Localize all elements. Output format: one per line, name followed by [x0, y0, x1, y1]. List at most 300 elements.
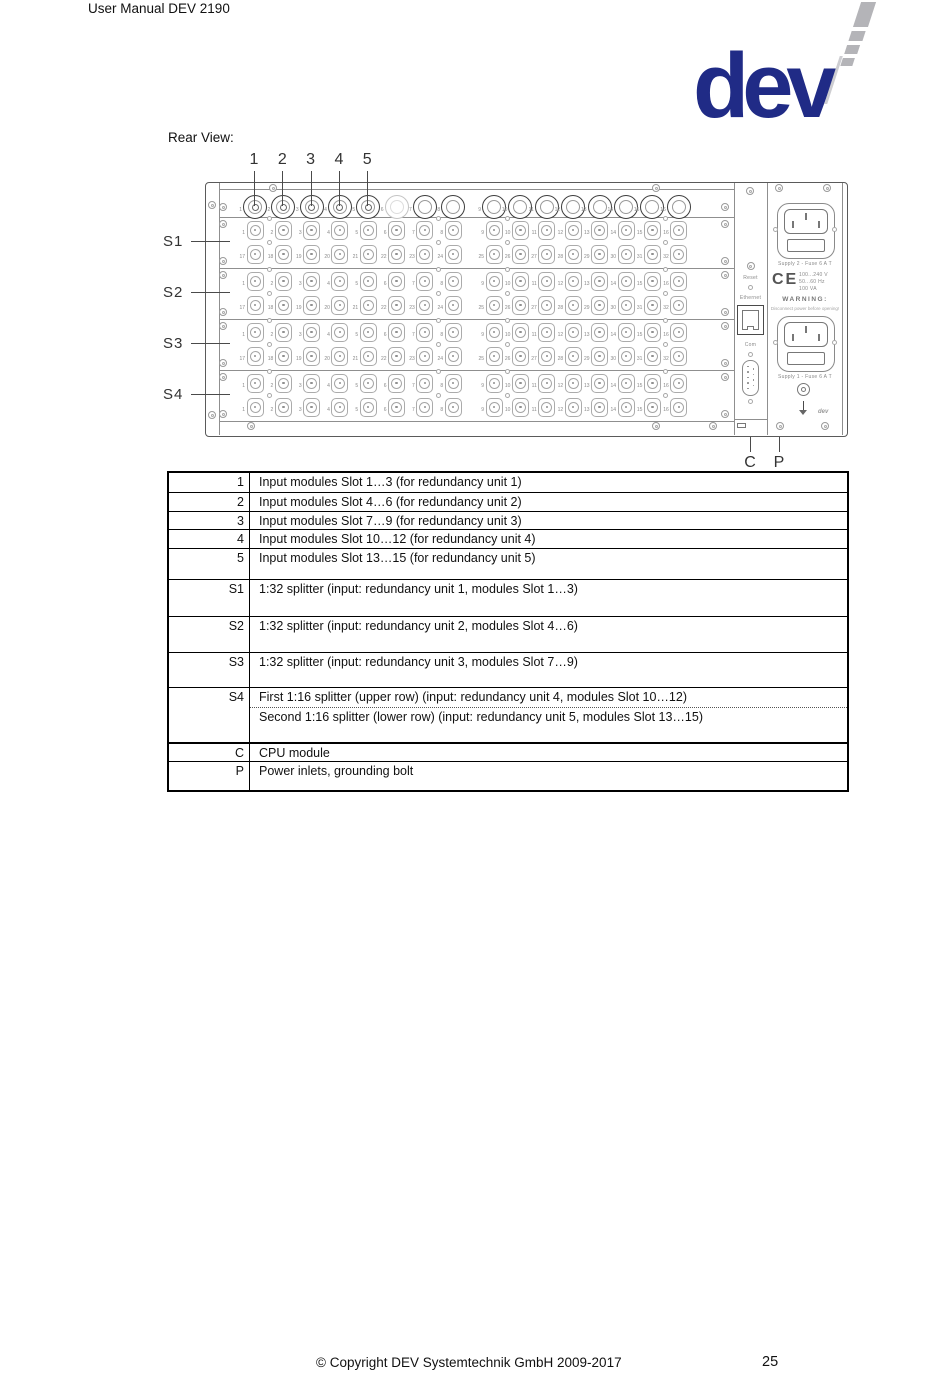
splitter-connector: [303, 398, 320, 417]
screw-icon: [505, 216, 510, 221]
splitter-connector-number: 2: [270, 332, 274, 338]
splitter-connector-ring: [391, 351, 402, 362]
splitter-connector-ring: [278, 402, 289, 413]
splitter-connector-number: 12: [557, 281, 564, 287]
splitter-connector: [591, 245, 608, 264]
supply1-inlet-fuse-drawer: [787, 352, 825, 365]
splitter-connector-number: 4: [327, 230, 330, 236]
page-footer: [0, 1355, 950, 1377]
input-connector: [328, 195, 352, 219]
splitter-connector-number: 15: [636, 281, 643, 287]
splitter-connector: [644, 323, 661, 342]
screw-icon: [436, 369, 441, 374]
screw-icon: [219, 322, 227, 330]
splitter-connector-number: 24: [437, 356, 444, 362]
splitter-connector-ring: [334, 225, 345, 236]
splitter-connector-ring: [391, 249, 402, 260]
splitter-connector-number: 4: [327, 281, 330, 287]
supply2-inlet: [777, 203, 835, 259]
splitter-connector-number: 5: [355, 407, 359, 413]
screw-icon: [436, 342, 441, 347]
table-key: 2: [169, 493, 250, 511]
splitter-connector-ring: [250, 378, 261, 389]
input-connector: [385, 195, 409, 219]
splitter-connector: [618, 272, 635, 291]
callout-leader-line: [750, 437, 751, 452]
splitter-connector-number: 12: [557, 383, 564, 389]
splitter-connector-ring: [419, 300, 430, 311]
splitter-connector-ring: [419, 351, 430, 362]
splitter-connector-number: 23: [409, 305, 415, 311]
splitter-connector: [538, 296, 555, 315]
splitter-connector: [445, 296, 462, 315]
input-connector-ring: [672, 200, 686, 214]
splitter-connector-number: 10: [504, 407, 511, 413]
splitter-connector: [538, 245, 555, 264]
splitter-connector-number: 15: [636, 230, 643, 236]
screw-icon: [436, 291, 441, 296]
screw-icon: [776, 422, 784, 430]
splitter-connector-number: 23: [409, 356, 415, 362]
screw-icon: [721, 257, 729, 265]
splitter-connector-number: 1: [242, 332, 245, 338]
splitter-connector-number: 15: [636, 383, 643, 389]
screw-icon: [721, 373, 729, 381]
splitter-connector: [565, 272, 582, 291]
callout-label-P: P: [773, 454, 785, 471]
splitter-connector: [388, 398, 405, 417]
splitter-connector-number: 6: [383, 332, 387, 338]
splitter-connector: [247, 296, 264, 315]
screw-icon: [219, 308, 227, 316]
table-value-cell: [250, 762, 847, 790]
splitter-connector-number: 20: [324, 254, 330, 260]
splitter-connector-number: 7: [412, 332, 415, 338]
table-value-line: Power inlets, grounding bolt: [259, 764, 414, 778]
splitter-connector-number: 8: [440, 281, 444, 287]
splitter-connector: [644, 374, 661, 393]
screw-icon: [247, 422, 255, 430]
mini-dev-logo: dev: [818, 409, 829, 415]
splitter-label-S1: S1: [163, 233, 184, 250]
cpu-handle: [737, 423, 746, 428]
input-connector-number: 5: [352, 207, 356, 213]
screw-icon: [832, 227, 837, 232]
com-port-pin: [747, 366, 749, 368]
splitter-connector-number: 7: [412, 281, 415, 287]
splitter-connector: [331, 245, 348, 264]
reset-label: Reset: [743, 275, 758, 281]
splitter-connector-number: 9: [481, 230, 484, 236]
splitter-connector: [416, 374, 433, 393]
splitter-connector-number: 22: [380, 254, 387, 260]
screw-icon: [267, 369, 272, 374]
splitter-connector-number: 21: [352, 254, 359, 260]
splitter-connector: [670, 296, 687, 315]
splitter-connector: [591, 374, 608, 393]
splitter-connector-number: 10: [504, 281, 511, 287]
warning-title: WARNING:: [782, 296, 828, 303]
splitter-connector-number: 10: [504, 332, 511, 338]
splitter-connector-number: 15: [636, 407, 643, 413]
splitter-connector-number: 14: [610, 332, 616, 338]
splitter-label-S2: S2: [163, 284, 184, 301]
splitter-connector-number: 9: [481, 281, 484, 287]
table-value-cell: [250, 688, 847, 742]
screw-icon: [267, 342, 272, 347]
splitter-connector-number: 9: [481, 332, 484, 338]
splitter-connector-ring: [334, 402, 345, 413]
splitter-connector-ring: [363, 378, 374, 389]
table-value-line: 1:32 splitter (input: redundancy unit 1, modules Slot 1…3): [259, 581, 578, 596]
splitter-connector-number: 11: [531, 230, 537, 236]
screw-icon: [663, 318, 668, 323]
splitter-connector: [618, 323, 635, 342]
splitter-connector-ring: [391, 402, 402, 413]
screw-icon: [721, 220, 729, 228]
footer-copyright: © Copyright DEV Systemtechnik GmbH 2009-2017: [316, 1355, 622, 1370]
panel-rail-line: [219, 370, 734, 371]
panel-rail-line: [219, 268, 734, 269]
splitter-connector: [591, 221, 608, 240]
splitter-connector-ring: [278, 276, 289, 287]
splitter-connector-number: 1: [242, 281, 245, 287]
splitter-connector-ring: [419, 378, 430, 389]
splitter-connector-ring: [673, 249, 684, 260]
splitter-connector-number: 28: [557, 305, 564, 311]
splitter-connector: [247, 221, 264, 240]
splitter-connector-number: 3: [298, 383, 302, 389]
rear-view-label: Rear View:: [168, 130, 234, 145]
splitter-connector: [303, 296, 320, 315]
screw-icon: [505, 393, 510, 398]
splitter-connector: [388, 296, 405, 315]
power-rating: 100...240 V: [799, 272, 828, 278]
splitter-connector-ring: [250, 225, 261, 236]
splitter-connector-number: 19: [296, 254, 302, 260]
callout-label-4: 4: [334, 151, 344, 168]
screw-icon: [823, 184, 831, 192]
splitter-leader-line: [191, 241, 230, 242]
screw-icon: [505, 318, 510, 323]
table-key: C: [169, 744, 250, 762]
screw-icon: [436, 393, 441, 398]
input-connector: [356, 195, 380, 219]
input-connector: [667, 195, 691, 219]
screw-icon: [709, 422, 717, 430]
splitter-connector: [512, 398, 529, 417]
table-value-cell: [250, 653, 847, 687]
splitter-connector: [416, 323, 433, 342]
splitter-connector: [275, 323, 292, 342]
splitter-connector: [618, 221, 635, 240]
splitter-connector-ring: [363, 327, 374, 338]
table-value-cell: [250, 512, 847, 530]
splitter-connector-ring: [306, 300, 317, 311]
splitter-connector-number: 26: [504, 305, 511, 311]
logo-slash-icon: [848, 31, 865, 41]
splitter-connector-number: 3: [298, 281, 302, 287]
splitter-connector: [247, 398, 264, 417]
splitter-connector-number: 10: [504, 230, 511, 236]
ethernet-label: Ethernet: [739, 295, 762, 301]
splitter-connector-ring: [250, 351, 261, 362]
table-value-cell: [250, 530, 847, 548]
input-connector: [413, 195, 437, 219]
splitter-connector-number: 17: [239, 305, 245, 311]
splitter-leader-line: [191, 292, 230, 293]
input-connector-number: 8: [437, 207, 441, 213]
splitter-connector-number: 13: [584, 230, 590, 236]
splitter-leader-line: [191, 343, 230, 344]
table-row: [169, 616, 847, 652]
splitter-connector: [445, 245, 462, 264]
splitter-connector-number: 31: [636, 356, 643, 362]
splitter-connector-number: 21: [352, 356, 359, 362]
splitter-connector-number: 8: [440, 407, 444, 413]
table-key: S1: [169, 580, 250, 616]
splitter-connector-number: 8: [440, 332, 444, 338]
splitter-connector-number: 15: [636, 332, 643, 338]
screw-icon: [436, 216, 441, 221]
input-connector-number: 2: [267, 207, 271, 213]
splitter-connector: [486, 221, 503, 240]
supply1-inlet-label: Supply 1 - Fuse 6 A T: [777, 374, 832, 380]
splitter-connector: [670, 323, 687, 342]
splitter-connector-ring: [334, 276, 345, 287]
splitter-connector-ring: [673, 225, 684, 236]
screw-icon: [436, 267, 441, 272]
splitter-connector-ring: [250, 300, 261, 311]
splitter-connector: [416, 398, 433, 417]
screw-icon: [663, 393, 668, 398]
splitter-connector-ring: [334, 300, 345, 311]
splitter-connector: [303, 347, 320, 366]
table-key: P: [169, 762, 250, 790]
table-value-line: 1:32 splitter (input: redundancy unit 2, modules Slot 4…6): [259, 618, 578, 633]
splitter-connector: [247, 374, 264, 393]
warning-text: Disconnect power before opening!: [770, 306, 840, 311]
splitter-connector: [591, 296, 608, 315]
splitter-connector: [360, 272, 377, 291]
socket-pin: [818, 221, 820, 228]
splitter-connector-number: 5: [355, 332, 359, 338]
splitter-connector: [360, 347, 377, 366]
splitter-connector-number: 25: [478, 254, 484, 260]
splitter-connector-number: 14: [610, 281, 616, 287]
screw-icon: [505, 291, 510, 296]
splitter-connector: [512, 245, 529, 264]
splitter-connector: [591, 272, 608, 291]
input-connector-number: 12: [554, 207, 561, 213]
screw-icon: [773, 227, 778, 232]
splitter-connector: [512, 296, 529, 315]
splitter-connector-number: 4: [327, 332, 330, 338]
input-connector: [441, 195, 465, 219]
splitter-connector-number: 9: [481, 407, 484, 413]
screw-icon: [505, 240, 510, 245]
splitter-connector-number: 12: [557, 230, 564, 236]
splitter-connector-number: 20: [324, 356, 330, 362]
splitter-connector: [331, 221, 348, 240]
callout-label-C: C: [744, 454, 756, 471]
splitter-connector-number: 12: [557, 407, 564, 413]
splitter-connector: [512, 221, 529, 240]
splitter-connector: [247, 272, 264, 291]
splitter-connector-number: 5: [355, 281, 359, 287]
splitter-connector: [618, 374, 635, 393]
splitter-connector-number: 7: [412, 383, 415, 389]
splitter-connector: [445, 347, 462, 366]
splitter-connector-ring: [448, 276, 459, 287]
splitter-connector-number: 30: [610, 305, 616, 311]
splitter-connector: [538, 323, 555, 342]
splitter-connector: [670, 245, 687, 264]
screw-icon: [267, 216, 272, 221]
splitter-connector: [445, 221, 462, 240]
splitter-connector-number: 20: [324, 305, 330, 311]
screw-icon: [663, 342, 668, 347]
splitter-connector: [644, 347, 661, 366]
splitter-connector: [360, 245, 377, 264]
rear-panel-diagram: [163, 147, 867, 479]
screw-icon: [832, 340, 837, 345]
splitter-connector: [644, 245, 661, 264]
splitter-connector-number: 1: [242, 230, 245, 236]
splitter-connector-number: 3: [298, 332, 302, 338]
splitter-connector-number: 25: [478, 356, 484, 362]
splitter-connector-number: 31: [636, 305, 643, 311]
splitter-connector-number: 8: [440, 383, 444, 389]
splitter-connector-number: 27: [531, 305, 537, 311]
input-connector-ring: [446, 200, 460, 214]
callout-leader-line: [779, 437, 780, 452]
splitter-connector-number: 16: [663, 230, 669, 236]
splitter-connector-number: 28: [557, 254, 564, 260]
splitter-connector-number: 29: [584, 254, 590, 260]
table-key: 4: [169, 530, 250, 548]
splitter-connector-number: 11: [531, 407, 537, 413]
callout-leader-line: [282, 171, 283, 206]
splitter-connector-ring: [419, 225, 430, 236]
callout-leader-line: [311, 171, 312, 206]
screw-icon: [721, 271, 729, 279]
splitter-connector: [303, 323, 320, 342]
splitter-connector-ring: [250, 327, 261, 338]
splitter-connector: [565, 296, 582, 315]
splitter-connector-ring: [306, 249, 317, 260]
screw-icon: [219, 220, 227, 228]
screw-icon: [505, 369, 510, 374]
splitter-connector-number: 6: [383, 230, 387, 236]
splitter-connector: [538, 272, 555, 291]
table-row: [169, 761, 847, 790]
supply2-inlet-fuse-drawer: [787, 239, 825, 252]
splitter-connector-number: 32: [663, 356, 669, 362]
splitter-connector-number: 12: [557, 332, 564, 338]
splitter-connector: [591, 347, 608, 366]
splitter-connector: [618, 296, 635, 315]
input-connector-number: 4: [324, 207, 327, 213]
screw-icon: [208, 411, 216, 419]
splitter-connector: [360, 221, 377, 240]
splitter-connector-ring: [391, 276, 402, 287]
splitter-connector: [303, 245, 320, 264]
screw-icon: [219, 257, 227, 265]
splitter-connector: [247, 245, 264, 264]
table-value-line: Input modules Slot 4…6 (for redundancy unit 2): [259, 495, 522, 509]
dev-logo: [693, 0, 903, 137]
splitter-connector: [538, 398, 555, 417]
input-connector: [271, 195, 295, 219]
splitter-connector: [331, 323, 348, 342]
input-connector-number: 7: [409, 207, 412, 213]
callout-leader-line: [367, 171, 368, 206]
ethernet-port-inner: [742, 310, 759, 330]
callout-leader-line: [339, 171, 340, 206]
splitter-connector-number: 31: [636, 254, 643, 260]
screw-icon: [269, 184, 277, 192]
table-key: S2: [169, 617, 250, 652]
splitter-connector-number: 2: [270, 281, 274, 287]
rear-panel: [205, 182, 848, 437]
splitter-connector-number: 13: [584, 332, 590, 338]
com-port: [742, 360, 759, 396]
splitter-connector-number: 3: [298, 407, 302, 413]
splitter-connector: [275, 221, 292, 240]
splitter-connector-number: 17: [239, 356, 245, 362]
splitter-connector-ring: [306, 402, 317, 413]
com-label: Com: [744, 342, 757, 348]
input-connector-number: 3: [295, 207, 299, 213]
splitter-connector-number: 17: [239, 254, 245, 260]
com-port-pin: [747, 377, 749, 379]
splitter-connector-ring: [448, 300, 459, 311]
splitter-connector-number: 13: [584, 383, 590, 389]
splitter-connector-ring: [363, 225, 374, 236]
splitter-connector-number: 14: [610, 230, 616, 236]
screw-icon: [267, 318, 272, 323]
splitter-connector-ring: [250, 276, 261, 287]
socket-pin: [818, 334, 820, 341]
power-rating: 50...60 Hz: [799, 279, 825, 285]
splitter-connector: [388, 323, 405, 342]
com-port-pin: [753, 368, 755, 370]
table-value-cell: [250, 549, 847, 579]
splitter-connector-number: 5: [355, 383, 359, 389]
splitter-connector-number: 22: [380, 356, 387, 362]
splitter-connector-ring: [419, 276, 430, 287]
splitter-connector-ring: [278, 351, 289, 362]
splitter-connector: [445, 272, 462, 291]
splitter-connector: [388, 347, 405, 366]
screw-icon: [219, 203, 227, 211]
splitter-connector-ring: [278, 300, 289, 311]
dev-logo-text: dev: [693, 35, 831, 137]
supply1-inlet: [777, 316, 835, 372]
splitter-connector: [591, 398, 608, 417]
splitter-connector-ring: [334, 378, 345, 389]
splitter-connector: [303, 272, 320, 291]
dev-logo-slashes: [839, 2, 876, 70]
splitter-connector: [565, 323, 582, 342]
screw-icon: [721, 203, 729, 211]
splitter-connector-ring: [363, 276, 374, 287]
splitter-connector-number: 32: [663, 254, 669, 260]
splitter-connector-number: 26: [504, 254, 511, 260]
splitter-connector: [247, 323, 264, 342]
table-key: 5: [169, 549, 250, 579]
